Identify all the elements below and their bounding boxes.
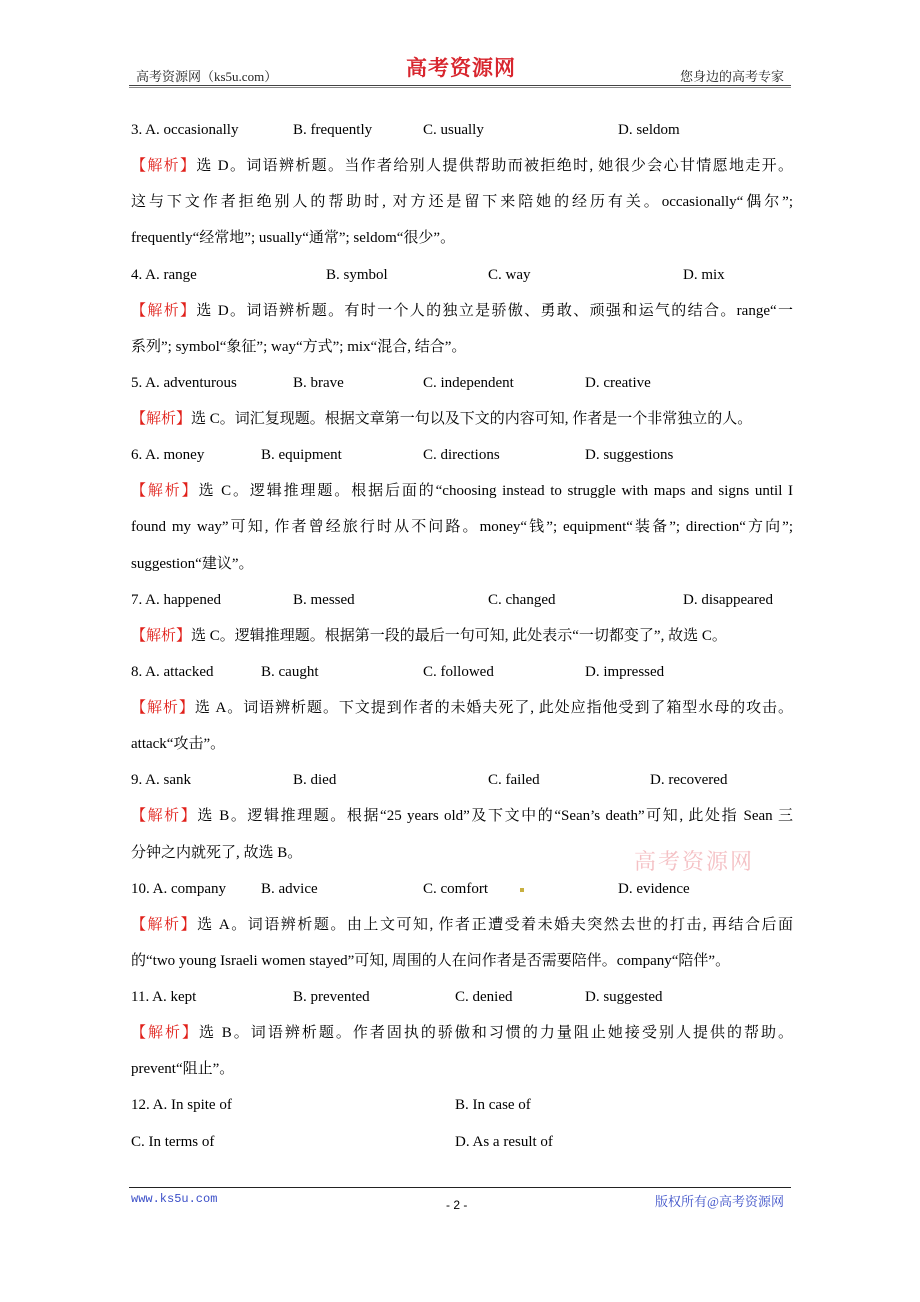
options-row	[131, 985, 793, 1021]
option-a: 4. A. range	[131, 266, 197, 283]
explanation-text: 选 C。词汇复现题。根据文章第一句以及下文的内容可知, 作者是一个非常独立的人。	[191, 411, 753, 427]
option-c: C. failed	[488, 772, 540, 789]
option-a: 12. A. In spite of	[131, 1097, 232, 1114]
option-d: D. mix	[683, 266, 725, 283]
explanation-text: 选 A。词语辨析题。下文提到作者的未婚夫死了, 此处应指他受到了箱型水母的攻击。	[194, 700, 793, 716]
header-divider	[129, 85, 791, 88]
explanation-line	[131, 804, 793, 840]
explanation-text: found my way”可知, 作者曾经旅行时从不问路。money“钱”; equipment“装备”; direction“方向”;	[131, 519, 793, 536]
explanation-line	[131, 732, 793, 768]
explanation-line	[131, 1057, 793, 1093]
option-d: D. evidence	[618, 880, 690, 897]
explanation-line	[131, 552, 793, 588]
explanation-text: suggestion“建议”。	[131, 555, 254, 572]
explanation-tag: 【解析】	[131, 808, 198, 825]
explanation-text: 选 D。词语辨析题。有时一个人的独立是骄傲、勇敢、顽强和运气的结合。range“一	[196, 302, 793, 319]
options-row	[131, 371, 793, 407]
explanation-text: 选 C。逻辑推理题。根据第一段的最后一句可知, 此处表示“一切都变了”, 故选 C。	[191, 627, 727, 644]
option-c: C. usually	[423, 122, 484, 138]
explanation-line	[131, 226, 793, 262]
explanation-line	[131, 154, 793, 190]
option-a: 9. A. sank	[131, 772, 191, 789]
option-b: B. died	[293, 772, 337, 789]
option-a: 10. A. company	[131, 880, 226, 897]
option-a: 3. A. occasionally	[131, 122, 239, 138]
explanation-text: 系列”; symbol“象征”; way“方式”; mix“混合, 结合”。	[131, 338, 467, 355]
explanation-tag: 【解析】	[131, 700, 195, 716]
stray-mark	[520, 888, 524, 892]
options-row	[131, 1130, 793, 1166]
explanation-line	[131, 1021, 793, 1057]
options-row	[131, 877, 793, 913]
explanation-text: 选 A。词语辨析题。由上文可知, 作者正遭受着未婚夫突然去世的打击, 再结合后面	[197, 916, 793, 933]
option-c: C. directions	[423, 447, 500, 464]
explanation-text: attack“攻击”。	[131, 736, 226, 753]
explanation-text: 选 B。逻辑推理题。根据“25 years old”及下文中的“Sean’s death”可知, 此处指 Sean 三	[197, 808, 793, 825]
explanation-text: 这与下文作者拒绝别人的帮助时, 对方还是留下来陪她的经历有关。occasionally“偶尔”;	[131, 194, 793, 211]
option-c: C. comfort	[423, 880, 488, 897]
explanation-tag: 【解析】	[131, 627, 192, 644]
option-b: B. symbol	[326, 266, 388, 283]
explanation-tag: 【解析】	[131, 916, 198, 933]
watermark: 高考资源网	[634, 850, 755, 875]
explanation-text: 选 C。逻辑推理题。根据后面的“choosing instead to struggle with maps and signs until I	[198, 483, 793, 500]
options-row	[131, 768, 793, 804]
option-a: 8. A. attacked	[131, 663, 214, 680]
explanation-text: 选 B。词语辨析题。作者固执的骄傲和习惯的力量阻止她接受别人提供的帮助。	[199, 1025, 793, 1042]
explanation-tag: 【解析】	[131, 411, 192, 427]
explanation-text: 的“two young Israeli women stayed”可知, 周围的人在问作者是否需要陪伴。company“陪伴”。	[131, 952, 731, 969]
explanation-line	[131, 335, 793, 371]
option-b: B. prevented	[293, 989, 370, 1005]
explanation-line	[131, 949, 793, 985]
explanation-line	[131, 299, 793, 335]
footer-link[interactable]: www.ks5u.com	[131, 1192, 218, 1206]
option-d: D. recovered	[650, 772, 728, 789]
options-row	[131, 1093, 793, 1129]
option-d: D. suggestions	[585, 447, 674, 464]
option-b: B. brave	[293, 374, 344, 391]
explanation-line	[131, 407, 793, 443]
option-b: B. equipment	[261, 447, 342, 464]
explanation-line	[131, 624, 793, 660]
footer-copyright: 版权所有@高考资源网	[655, 1194, 784, 1209]
header-site-name: 高考资源网（ks5u.com）	[136, 69, 278, 84]
explanation-text: 分钟之内就死了, 故选 B。	[131, 844, 303, 861]
explanation-line	[131, 913, 793, 949]
option-a: 11. A. kept	[131, 989, 197, 1005]
explanation-line	[131, 479, 793, 515]
options-row	[131, 118, 793, 154]
option-c: C. In terms of	[131, 1133, 215, 1150]
explanation-line	[131, 515, 793, 551]
option-a: 7. A. happened	[131, 591, 221, 608]
option-c: C. way	[488, 266, 531, 283]
option-d: D. disappeared	[683, 591, 773, 608]
option-b: B. caught	[261, 663, 319, 680]
answer-explanations	[131, 118, 793, 1166]
explanation-line	[131, 190, 793, 226]
option-d: D. suggested	[585, 989, 663, 1005]
explanation-line	[131, 696, 793, 732]
explanation-text: frequently“经常地”; usually“通常”; seldom“很少”。	[131, 230, 456, 247]
option-c: C. denied	[455, 989, 513, 1005]
option-d: D. seldom	[618, 122, 680, 138]
header-slogan: 您身边的高考专家	[679, 69, 784, 84]
option-b: B. messed	[293, 591, 355, 608]
option-d: D. creative	[585, 374, 651, 391]
options-row	[131, 263, 793, 299]
explanation-tag: 【解析】	[131, 302, 197, 319]
header-logo: 高考资源网	[406, 55, 516, 80]
option-b: B. advice	[261, 880, 318, 897]
explanation-text: prevent“阻止”。	[131, 1061, 235, 1078]
option-c: C. followed	[423, 663, 494, 680]
explanation-tag: 【解析】	[131, 483, 199, 500]
explanation-text: 选 D。词语辨析题。当作者给别人提供帮助而被拒绝时, 她很少会心甘情愿地走开。	[196, 158, 793, 175]
explanation-tag: 【解析】	[131, 158, 197, 175]
option-b: B. In case of	[455, 1097, 531, 1114]
option-c: C. independent	[423, 374, 514, 391]
option-d: D. impressed	[585, 663, 665, 680]
option-a: 5. A. adventurous	[131, 374, 237, 391]
option-a: 6. A. money	[131, 447, 205, 464]
options-row	[131, 588, 793, 624]
option-d: D. As a result of	[455, 1133, 553, 1150]
options-row	[131, 660, 793, 696]
footer-divider	[129, 1187, 791, 1188]
options-row	[131, 443, 793, 479]
option-b: B. frequently	[293, 122, 373, 138]
explanation-tag: 【解析】	[131, 1025, 200, 1042]
page-number: - 2 -	[446, 1198, 468, 1212]
option-c: C. changed	[488, 591, 556, 608]
